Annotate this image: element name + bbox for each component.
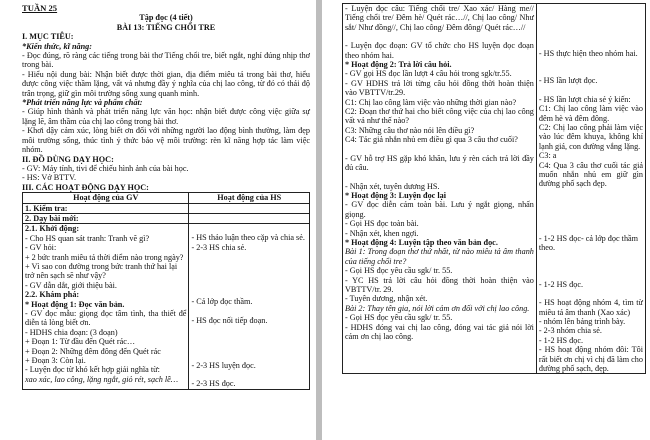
gv-line: + 2 bức tranh miêu tả thời điểm nào trong ngày? [25, 252, 184, 262]
gv-line: - Nhận xét, khen ngợi. [345, 228, 419, 238]
header-student: Hoạt động của HS [189, 193, 310, 203]
gv-line: - Luyện đọc từ khó kết hợp giải nghĩa từ: [25, 365, 160, 375]
activities-table-right [342, 3, 646, 374]
page-left [0, 0, 316, 440]
table-row [343, 4, 646, 374]
gv-line: xao xác, lao công, lặng ngắt, giỏ rét, sạch lề… [25, 374, 179, 384]
hs-line: - 2-3 nhóm chia sẻ. [538, 326, 602, 336]
gv-line: - HDHS đóng vai chị lao công, đóng vai tác giả nói lời cảm ơn chị lao công. [345, 322, 534, 341]
activity-1-heading: * Hoạt động 1: Đọc văn bản. [25, 299, 125, 309]
week-label: TUẦN 25 [22, 3, 58, 13]
knowledge-heading: *Kiến thức, kĩ năng: [22, 41, 92, 51]
hs-line: - HS lần lượt chia sẻ ý kiến: [538, 94, 631, 104]
hs-line: - Cả lớp đọc thầm. [191, 297, 253, 307]
explore-heading: 2.2. Khám phá: [25, 290, 80, 300]
gv-line: - Luyện đọc đoạn: GV tổ chức cho HS luyện đọc đoạn theo nhóm hai. [345, 41, 534, 60]
gv-line: - Gọi HS đọc yêu cầu sgk/ tr. 55. [345, 313, 453, 323]
section-activities: III. CÁC HOẠT ĐỘNG DẠY HỌC: [22, 182, 149, 192]
hs-line: C3: a [538, 151, 557, 161]
hs-line: C4: Qua 3 câu thơ cuối tác giả muốn nhắn nhủ em giữ gìn đường phố sạch đẹp. [538, 160, 643, 189]
exercise-2: Bài 2: Thay tên gia, nói lời cảm ơn đối với chị lao công. [345, 303, 530, 313]
header-teacher: Hoạt động của GV [23, 193, 189, 203]
hs-line: - 1-2 HS đọc. [538, 335, 584, 345]
row-check: 1. Kiểm tra: [23, 203, 189, 213]
teacher-cell [343, 4, 537, 374]
page-left-content [22, 4, 310, 390]
gv-line: + Đoạn 2: Những đêm đông đến Quét rác [25, 346, 161, 356]
teacher-cell [23, 224, 189, 389]
hs-line: - nhóm lên bảng trình bày. [538, 316, 626, 326]
row-new-lesson-hs [189, 213, 310, 223]
gv-line: - Tuyên dương, nhận xét. [345, 294, 428, 304]
gv-line: - GV hỗ trợ HS gặp khó khăn, lưu ý rèn cách trả lời đầy đủ câu. [345, 153, 534, 173]
hs-line: - HS đọc nối tiếp đoạn. [191, 315, 268, 325]
student-cell [536, 4, 645, 374]
gv-line: + Vì sao con đường trong bức tranh thứ hai lại trở nên sạch sẽ như vậy? [25, 261, 178, 281]
warmup-heading: 2.1. Khởi động: [25, 224, 80, 234]
materials-item-2: - HS: Vở BTTV. [22, 173, 77, 183]
hs-line: - 1-2 HS đọc. [538, 279, 584, 289]
lesson-title: BÀI 13: TIẾNG CHỔI TRE [116, 22, 216, 32]
exercise-1: Bài 1: Trong đoạn thơ thứ nhất, từ nào miêu tả âm thanh của tiếng chổi tre? [345, 247, 534, 266]
competency-item-1: - Giúp hình thành và phát triển năng lực văn học: nhận biết được công việc giữa sự lặng lẽ, âm thầm của chị lao công trong bài thơ. [22, 107, 310, 126]
gv-line: - YC HS trả lời câu hỏi đồng thời hoàn thiện vào VBTTV/tr. 29. [345, 275, 534, 294]
gv-line: + Đoạn 3: Còn lại. [25, 356, 86, 366]
gv-line: - Gọi HS đọc yêu cầu sgk/ tr. 55. [345, 266, 453, 276]
gv-line: - Gọi HS đọc toàn bài. [345, 219, 419, 229]
activity-3-heading: * Hoạt động 3: Luyện đọc lại [345, 190, 446, 200]
gv-line: - Luyện đọc câu: Tiếng chổi tre/ Xao xác/ Hàng me// Tiếng chổi tre/ Đêm hè/ Quét rác…//, Chị lao công/ Như sắt/ Như đồng//, Chị lao công/ Đêm đông/ Quét rác…// [345, 4, 534, 32]
subject-title: Tập đọc (4 tiết) [139, 13, 193, 23]
row-new-lesson: 2. Dạy bài mới: [23, 213, 189, 223]
hs-line: - HS lần lượt đọc. [538, 76, 598, 86]
row-check-hs [189, 203, 310, 213]
activity-2-heading: * Hoạt động 2: Trả lời câu hỏi. [345, 60, 452, 70]
gv-line: C3: Những câu thơ nào nói lên điều gì? [345, 125, 475, 135]
gv-line: C2: Đoạn thơ thứ hai cho biết công việc của chị lao công vất vả như thế nào? [345, 107, 534, 126]
section-objectives: I. MỤC TIÊU: [22, 32, 74, 42]
knowledge-item-1: - Đọc đúng, rõ ràng các tiếng trong bài thơ Tiếng chổi tre, biết ngắt, nghỉ đúng nhịp thơ trong bài. [22, 51, 310, 70]
hs-line: C2: Chị lao công phải làm việc vào lúc đêm khuya, không khí lạnh giá, con đường vắng lặng. [538, 123, 643, 151]
activity-4-heading: * Hoạt động 4: Luyện tập theo văn bản đọc. [345, 237, 498, 247]
gv-line: - GV đọc mẫu: giọng đọc tâm tình, tha thiết để diễn tả lòng biết ơn. [25, 309, 187, 328]
table-row [23, 213, 310, 223]
knowledge-item-2: - Hiểu nội dung bài: Nhận biết được thời gian, địa điểm miêu tả trong bài thơ, hiểu được công việc thầm lặng, vất vả nhưng đầy ý nghĩa của chị lao công, từ đó có thái độ trân trọng, giữ gìn môi trường sống xung quanh mình. [22, 69, 310, 98]
hs-line: - 1-2 HS đọc- cả lớp đọc thầm theo. [538, 233, 639, 253]
gv-line: C4: Tác giả nhắn nhủ em điều gì qua 3 câu thơ cuối? [345, 135, 518, 145]
hs-line: - 2-3 HS đọc. [191, 379, 236, 389]
gv-line: - GV gọi HS đọc lần lượt 4 câu hỏi trong sgk/tr.55. [345, 69, 512, 79]
table-row [23, 203, 310, 213]
gv-line: + Đoạn 1: Từ đầu đến Quét rác… [25, 337, 136, 347]
activities-table-left [22, 192, 310, 390]
hs-line: - 2-3 HS chia sẻ. [191, 242, 247, 252]
hs-line: - 2-3 HS luyện đọc. [191, 360, 256, 370]
gv-line: - GV HDHS trả lời từng câu hỏi đồng thời hoàn thiện vào VBTTV/tr.29. [345, 78, 534, 98]
hs-line: - HS thực hiện theo nhóm hai. [538, 49, 638, 58]
section-materials: II. ĐỒ DÙNG DẠY HỌC: [22, 154, 114, 164]
page-right [322, 0, 650, 440]
gv-line: - GV dẫn dắt, giới thiệu bài. [25, 280, 117, 290]
competency-heading: *Phát triển năng lực và phẩm chất: [22, 98, 143, 108]
table-row [23, 224, 310, 389]
student-cell [189, 224, 310, 389]
hs-line: - HS thảo luận theo cặp và chia sẻ. [191, 233, 305, 243]
gv-line: - Cho HS quan sát tranh: Tranh vẽ gì? [25, 233, 150, 243]
gv-line: - HDHS chia đoạn: (3 đoạn) [25, 327, 118, 337]
hs-line: - HS hoạt động nhóm 4, tìm từ miêu tả âm thanh (Xao xác) [538, 298, 643, 317]
gv-line: - GV hỏi: [25, 243, 57, 253]
table-header-row [23, 193, 310, 203]
gv-line: - Nhận xét, tuyên dương HS. [345, 181, 440, 191]
gv-line: C1: Chị lao công làm việc vào những thời gian nào? [345, 97, 517, 107]
hs-line: - HS hoạt động nhóm đôi: Tôi rất biết ơn chị vì chị đã làm cho đường phố sạch, đẹp. [538, 345, 643, 373]
hs-line: C1: Chị lao công làm việc vào đêm hè và đêm đông. [538, 104, 643, 123]
competency-item-2: - Khơi dậy cảm xúc, lòng biết ơn đối với những người lao động bình thường, làm đẹp môi trường sống, thúc tình ý thức bảo vệ môi trường: rèn kĩ năng hợp tác làm việc nhóm. [22, 126, 310, 155]
gv-line: - GV đọc diễn cảm toàn bài. Lưu ý ngắt giọng, nhấn giọng. [345, 200, 534, 219]
materials-item-1: - GV: Máy tính, tivi để chiếu hình ảnh của bài học. [22, 163, 189, 173]
page-right-content [342, 3, 646, 374]
